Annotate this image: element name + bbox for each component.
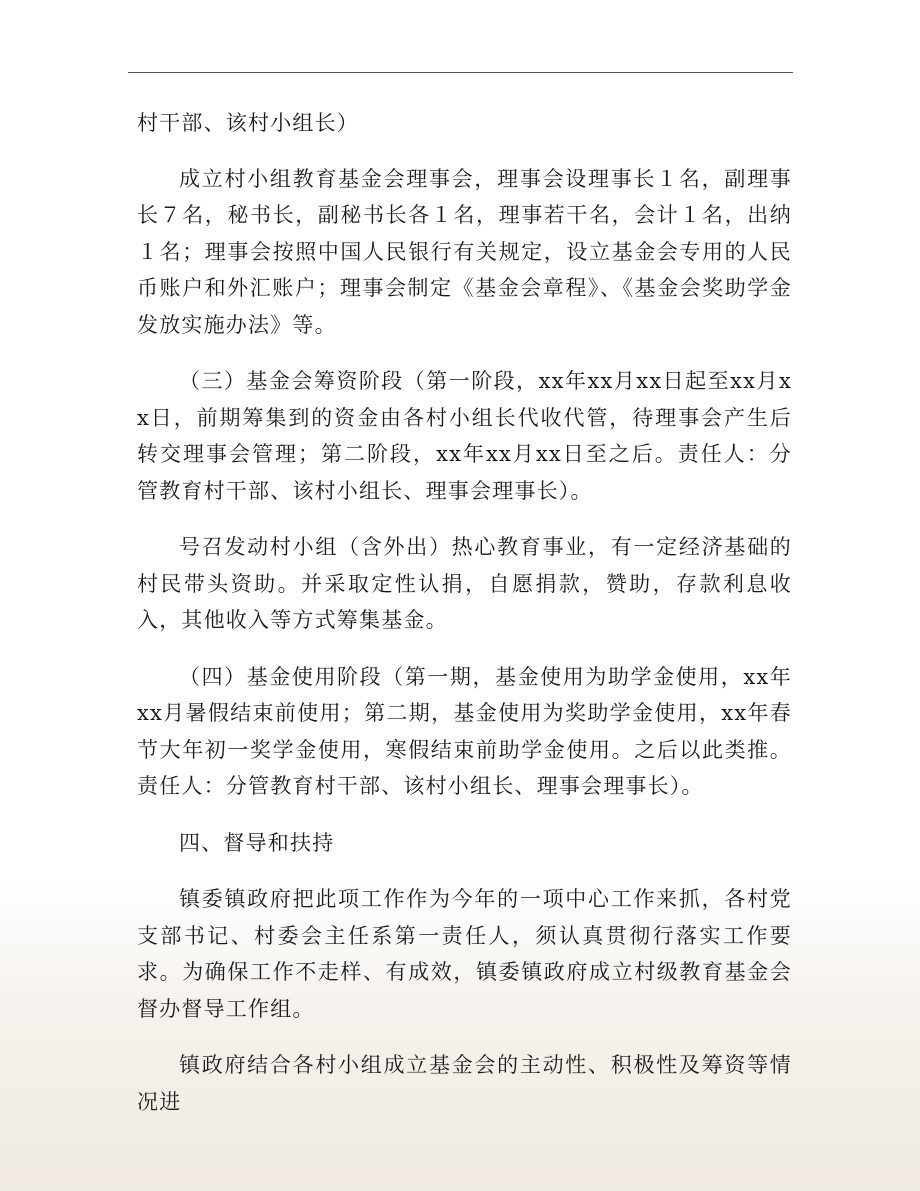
header-rule: [128, 72, 793, 73]
paragraph-evaluation: 镇政府结合各村小组成立基金会的主动性、积极性及筹资等情况进: [137, 1053, 792, 1114]
paragraph-continuation: 村干部、该村小组长）: [137, 111, 359, 135]
document-body: [137, 105, 792, 1140]
paragraph-mobilization: 号召发动村小组（含外出）热心教育事业，有一定经济基础的村民带头资助。并采取定性认捐，自愿捐款，赞助，存款利息收入，其他收入等方式筹集基金。: [137, 535, 792, 632]
section-heading-supervision: 四、督导和扶持: [179, 830, 335, 855]
paragraph-fund-usage-stage: （四）基金使用阶段（第一期，基金使用为助学金使用，xx年xx月暑假结束前使用；第二期，基金使用为奖助学金使用，xx年春节大年初一奖学金使用，寒假结束前助学金使用。之后以此类推。责任人：分管教育村干部、该村小组长、理事会理事长）。: [137, 664, 792, 798]
paragraph-supervision: 镇委镇政府把此项工作作为今年的一项中心工作来抓，各村党支部书记、村委会主任系第一责任人，须认真贯彻行落实工作要求。为确保工作不走样、有成效，镇委镇政府成立村级教育基金会督办督导工作组。: [137, 887, 792, 1021]
paragraph-fundraising-stage: （三）基金会筹资阶段（第一阶段，xx年xx月xx日起至xx月xx日，前期筹集到的资金由各村小组长代收代管，待理事会产生后转交理事会管理；第二阶段，xx年xx月xx日至之后。责任人：分管教育村干部、该村小组长、理事会理事长）。: [137, 369, 792, 503]
paragraph-council-setup: 成立村小组教育基金会理事会，理事会设理事长１名，副理事长７名，秘书长，副秘书长各１名，理事若干名，会计１名，出纳１名；理事会按照中国人民银行有关规定，设立基金会专用的人民币账户和外汇账户；理事会制定《基金会章程》、《基金会奖助学金发放实施办法》等。: [137, 166, 792, 337]
